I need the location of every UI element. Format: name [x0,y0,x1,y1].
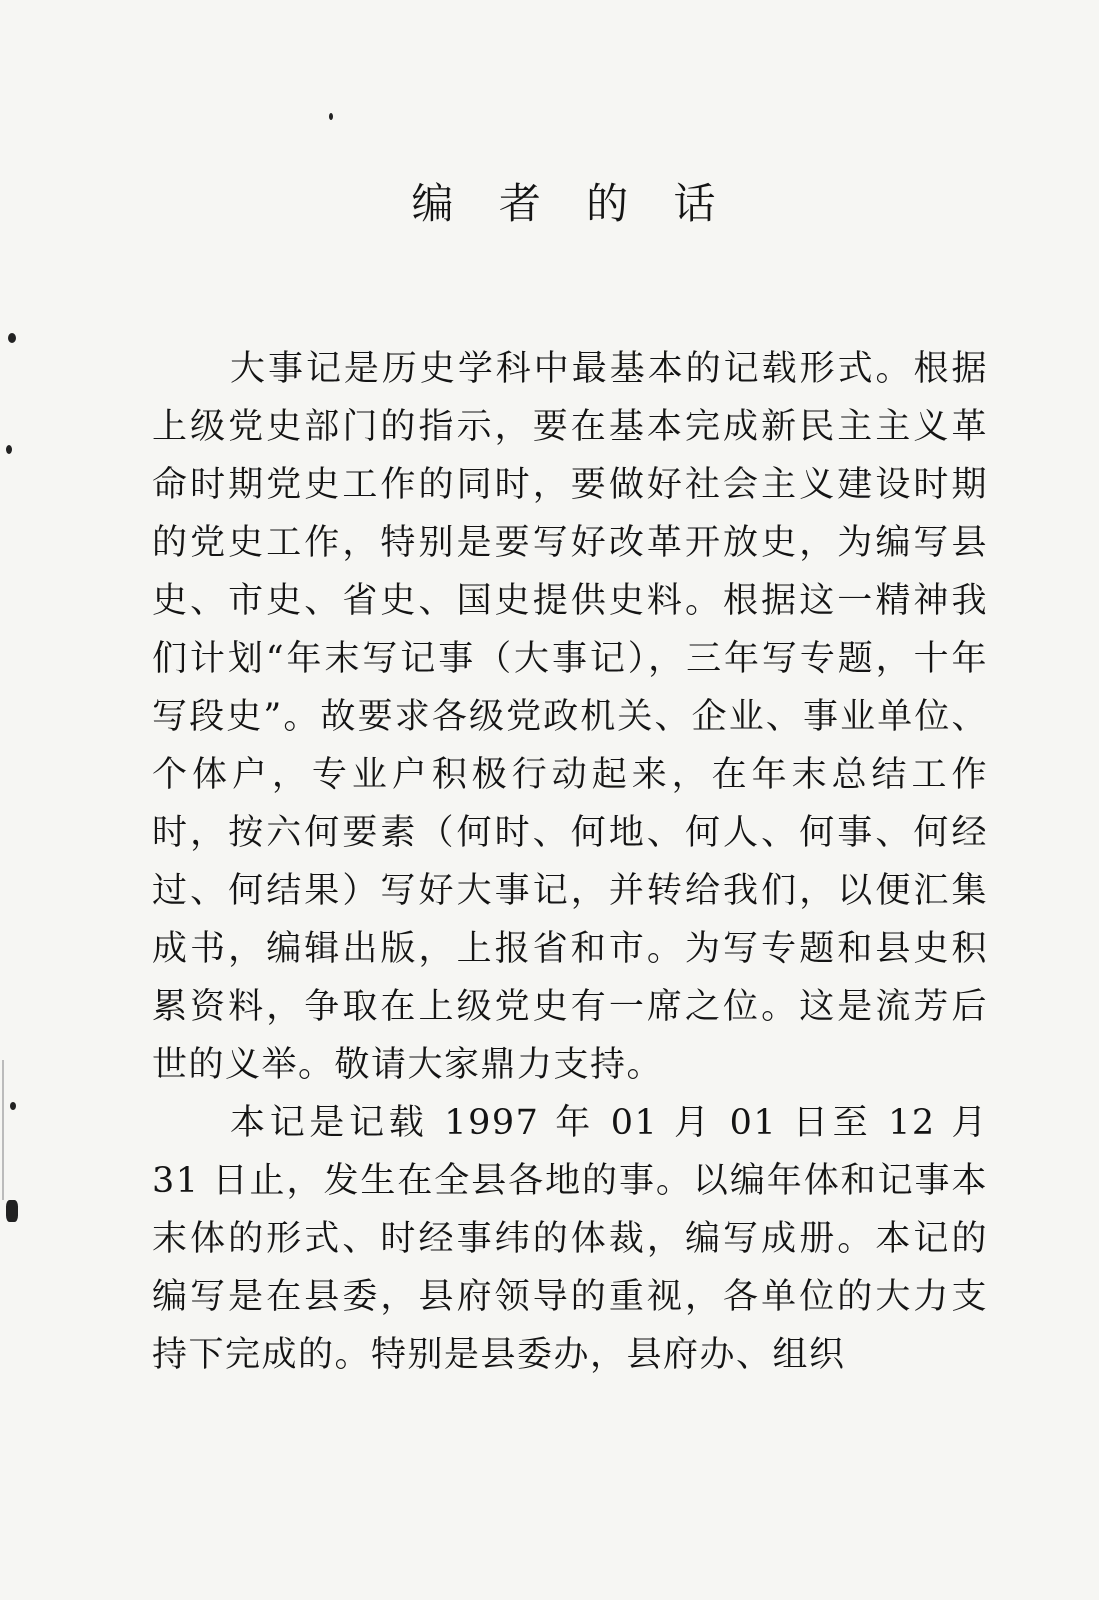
body-text [152,340,988,1384]
scan-speck [6,1200,18,1222]
scan-speck [10,1102,16,1110]
scan-speck [8,333,16,343]
scan-edge [2,1060,4,1200]
paragraph: 本记是记载 1997 年 01 月 01 日至 12 月 31 日止，发生在全县各地的事。以编年体和记事本末体的形式、时经事纬的体裁，编写成册。本记的编写是在县委，县府领导的重视，各单位的大力支持下完成的。特别是县委办，县府办、组织 [152,1103,988,1375]
page-title: 编 者 的 话 [411,179,732,228]
paragraph: 大事记是历史学科中最基本的记载形式。根据上级党史部门的指示，要在基本完成新民主主义革命时期党史工作的同时，要做好社会主义建设时期的党史工作，特别是要写好改革开放史，为编写县史、市史、省史、国史提供史料。根据这一精神我们计划“年末写记事（大事记），三年写专题，十年写段史”。故要求各级党政机关、企业、事业单位、个体户，专业户积极行动起来，在年末总结工作时，按六何要素（何时、何地、何人、何事、何经过、何结果）写好大事记，并转给我们，以便汇集成书，编辑出版，上报省和市。为写专题和县史积累资料，争取在上级党史有一席之位。这是流芳后世的义举。敬请大家鼎力支持。 [152,349,988,1085]
scan-speck [6,445,12,454]
scan-speck [329,113,333,120]
